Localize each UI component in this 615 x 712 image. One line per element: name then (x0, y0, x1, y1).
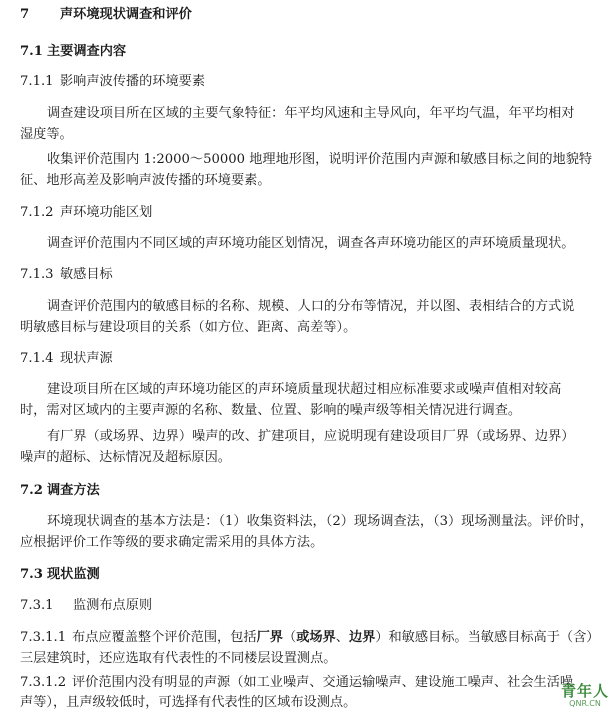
heading-7-1-2 (20, 204, 152, 222)
clause-7-3-1-2 (20, 674, 573, 692)
paragraph-line: 调查评价范围内的敏感目标的名称、规模、人口的分布等情况，并以图、表相结合的方式说 (47, 299, 575, 314)
heading-section-7 (20, 6, 192, 24)
paragraph-line: 明敏感目标与建设项目的关系（如方位、距离、高差等）。 (20, 320, 357, 335)
clause-emphasis: 边界 (348, 630, 376, 645)
heading-7-3-1 (20, 597, 152, 615)
paragraph-line: 环境现状调查的基本方法是：（1）收集资料法，（2）现场调查法，（3）现场测量法。评价时， (47, 514, 594, 529)
section-number: 7.1.3 (20, 267, 54, 282)
paragraph-line: 声等），且声级较低时，可选择有代表性的区域布设测点。 (20, 695, 357, 710)
clause-text: 布点应覆盖整个评价范围，包括 (72, 630, 257, 645)
section-title: 主要调查内容 (47, 44, 127, 59)
section-title: 声环境现状调查和评价 (60, 7, 192, 22)
paragraph-line: 调查评价范围内不同区域的声环境功能区划情况，调查各声环境功能区的声环境质量现状。 (47, 236, 575, 251)
watermark-main-text: 青年人 (560, 682, 609, 700)
paragraph-line: 时，需对区域内的主要声源的名称、数量、位置、影响的噪声级等相关情况进行调查。 (20, 403, 522, 418)
section-title: 现状监测 (47, 567, 100, 582)
section-number: 7.1.2 (20, 205, 54, 220)
clause-number: 7.3.1.2 (20, 675, 67, 690)
heading-7-1-3 (20, 266, 113, 284)
paragraph-line: 应根据评价工作等级的要求确定需采用的具体方法。 (20, 535, 324, 550)
heading-7-2 (20, 482, 100, 500)
clause-number: 7.3.1.1 (20, 630, 67, 645)
watermark-sub-text: QNR.CN (569, 699, 601, 708)
heading-7-3 (20, 566, 100, 584)
section-title: 现状声源 (60, 351, 113, 366)
section-number: 7.3 (20, 567, 43, 582)
section-title: 声环境功能区划 (60, 205, 153, 220)
clause-emphasis: 厂界 (256, 630, 283, 645)
clause-7-3-1-1 (20, 629, 600, 647)
section-title: 监测布点原则 (73, 598, 153, 613)
paragraph-line: 收集评价范围内 1:2000～50000 地理地形图，说明评价范围内声源和敏感目标之间的地貌特 (47, 152, 593, 167)
watermark-logo (561, 683, 609, 708)
section-number: 7.3.1 (20, 598, 54, 613)
heading-7-1 (20, 43, 126, 61)
section-number: 7 (20, 7, 30, 22)
clause-text: （ (283, 630, 297, 645)
section-number: 7.2 (20, 483, 43, 498)
clause-text: 评价范围内没有明显的声源（如工业噪声、交通运输噪声、建设施工噪声、社会生活噪 (72, 675, 574, 690)
paragraph-line: 有厂界（或场界、边界）噪声的改、扩建项目，应说明现有建设项目厂界（或场界、边界） (47, 429, 575, 444)
section-title: 调查方法 (47, 483, 100, 498)
section-title: 影响声波传播的环境要素 (60, 74, 206, 89)
section-number: 7.1.4 (20, 351, 54, 366)
section-number: 7.1.1 (20, 74, 54, 89)
section-number: 7.1 (20, 44, 43, 59)
section-title: 敏感目标 (60, 267, 113, 282)
paragraph-line: 噪声的超标、达标情况及超标原因。 (20, 450, 231, 465)
heading-7-1-1 (20, 73, 205, 91)
paragraph-line: 调查建设项目所在区域的主要气象特征：年平均风速和主导风向，年平均气温，年平均相对 (47, 106, 575, 121)
paragraph-line: 征、地形高差及影响声波传播的环境要素。 (20, 173, 271, 188)
paragraph-line: 建设项目所在区域的声环境功能区的声环境质量现状超过相应标准要求或噪声值相对较高 (47, 382, 562, 397)
clause-emphasis: 或场界 (296, 630, 336, 645)
clause-text: 、 (335, 630, 349, 645)
paragraph-line: 三层建筑时，还应选取有代表性的不同楼层设置测点。 (20, 651, 337, 666)
clause-text: ）和敏感目标。当敏感目标高于（含） (375, 630, 600, 645)
paragraph-line: 湿度等。 (20, 127, 73, 142)
heading-7-1-4 (20, 350, 113, 368)
